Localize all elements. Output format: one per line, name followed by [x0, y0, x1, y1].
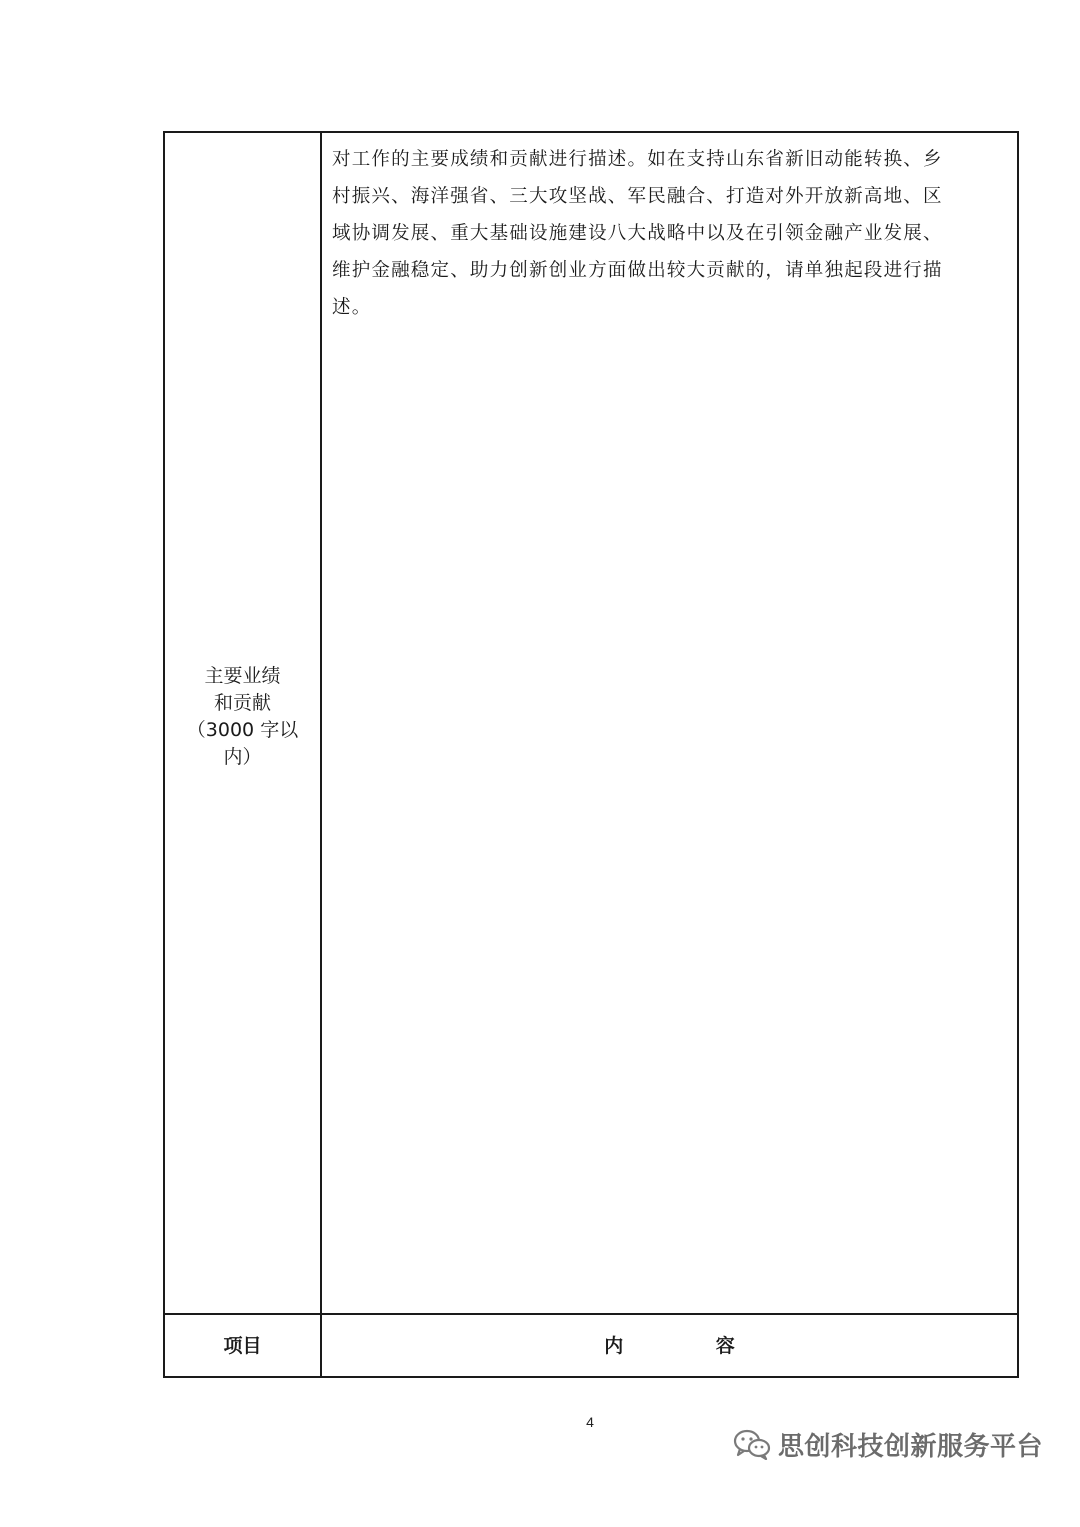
item-label-line: （3000 字以 [186, 719, 299, 741]
watermark-text: 思创科技创新服务平台 [778, 1431, 1044, 1462]
header-cell-content: 内 容 [604, 1335, 735, 1357]
content-line: 村振兴、海洋强省、三大攻坚战、军民融合、打造对外开放新高地、区 [332, 186, 943, 207]
content-line: 述。 [332, 297, 372, 318]
item-label-line: 内） [223, 746, 262, 768]
item-label-line: 主要业绩 [204, 665, 281, 687]
item-label-line: 和贡献 [213, 692, 271, 714]
header-cell-item: 项目 [223, 1335, 262, 1357]
page-number: 4 [586, 1414, 594, 1430]
content-line: 维护金融稳定、助力创新创业方面做出较大贡献的，请单独起段进行描 [332, 260, 943, 281]
form-table [163, 131, 1019, 1378]
column-divider [320, 133, 322, 1376]
wechat-icon [732, 1428, 772, 1460]
content-instructions [332, 141, 1012, 326]
content-line: 对工作的主要成绩和贡献进行描述。如在支持山东省新旧动能转换、乡 [332, 149, 943, 170]
watermark [732, 1424, 1043, 1464]
item-label-main-achievements [165, 663, 320, 771]
content-line: 域协调发展、重大基础设施建设八大战略中以及在引领金融产业发展、 [332, 223, 943, 244]
